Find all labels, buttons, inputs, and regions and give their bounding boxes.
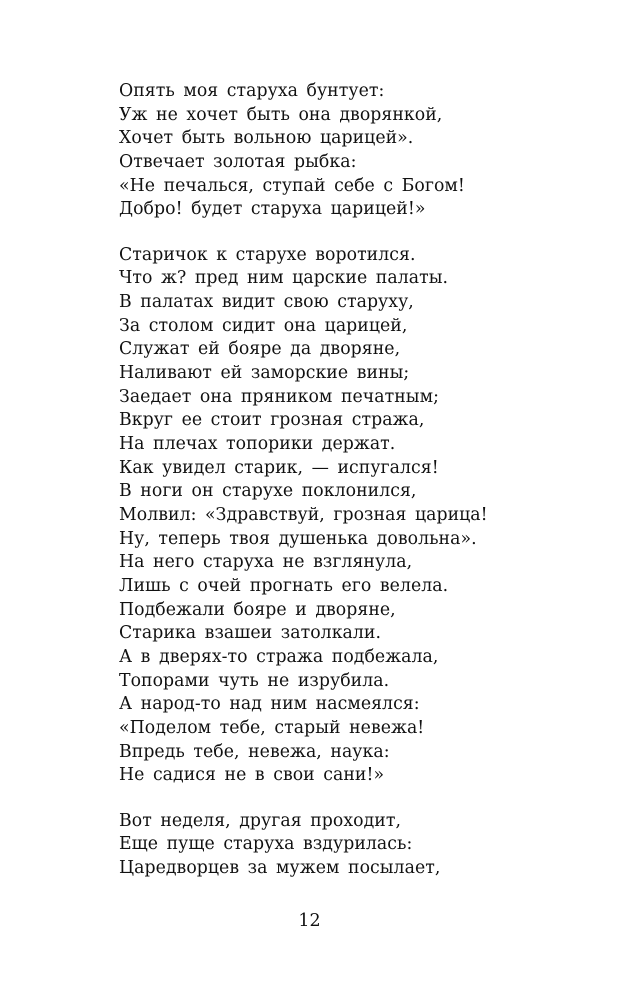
poem-line: «Не печалься, ступай себе с Богом!	[119, 175, 465, 196]
poem-line: В ноги он старухе поклонился,	[119, 481, 417, 502]
poem-line: Добро! будет старуха царицей!»	[119, 199, 426, 220]
poem-line: А народ-то над ним насмеялся:	[119, 694, 420, 715]
poem-line: В палатах видит свою старуху,	[119, 292, 414, 313]
poem-line: А в дверях-то стража подбежала,	[119, 646, 439, 667]
poem-line: Отвечает золотая рыбка:	[119, 151, 357, 172]
poem-line: Старичок к старухе воротился.	[119, 244, 416, 265]
poem-line: Не садися не в свои сани!»	[119, 765, 385, 786]
poem-line: Хочет быть вольною царицей».	[119, 128, 414, 149]
poem-line: Что ж? пред ним царские палаты.	[119, 268, 449, 289]
poem-line: Опять моя старуха бунтует:	[119, 81, 385, 101]
poem-line: «Поделом тебе, старый невежа!	[119, 717, 425, 738]
poem-line: Вот неделя, другая проходит,	[119, 810, 402, 831]
poem-line: На него старуха не взглянула,	[119, 552, 413, 573]
stanza-3	[119, 810, 589, 881]
page-number: 12	[298, 911, 321, 931]
poem-line: На плечах топорики держат.	[119, 433, 396, 454]
poem-line: Молвил: «Здравствуй, грозная царица!	[119, 504, 488, 525]
stanza-2	[119, 244, 589, 788]
poem-line: Царедворцев за мужем посылает,	[119, 857, 441, 878]
poem-line: Топорами чуть не изрубила.	[119, 670, 390, 691]
poem-line: Как увидел старик, — испугался!	[119, 457, 439, 478]
poem-line: Старика взашеи затолкали.	[119, 623, 382, 644]
poem-line: Наливают ей заморские вины;	[119, 363, 410, 384]
poem-line: Уж не хочет быть она дворянкой,	[119, 104, 443, 125]
poem-text	[119, 80, 589, 902]
poem-line: Служат ей бояре да дворяне,	[119, 339, 401, 360]
stanza-1	[119, 80, 589, 222]
poem-line: Заедает она пряником печатным;	[119, 386, 439, 407]
poem-line: Еще пуще старуха вздурилась:	[119, 834, 413, 855]
poem-line: Вкруг ее стоит грозная стража,	[119, 410, 425, 431]
poem-line: Лишь с очей прогнать его велела.	[119, 575, 449, 596]
poem-line: Ну, теперь твоя душенька довольна».	[119, 528, 477, 549]
poem-line: Впредь тебе, невежа, наука:	[119, 741, 390, 762]
poem-line: Подбежали бояре и дворяне,	[119, 599, 396, 620]
poem-line: За столом сидит она царицей,	[119, 315, 408, 336]
